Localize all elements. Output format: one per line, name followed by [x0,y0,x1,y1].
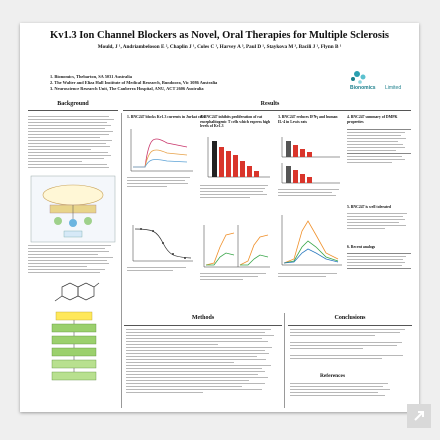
mechanism-diagram [30,175,116,243]
affiliation-3: 3. Neuroscience Research Unit, The Canberra Hospital, ANU, ACT 2606 Australia [50,86,204,91]
conclusions-text [290,329,412,369]
panel-2-clinical-scores [200,223,274,271]
panel-3-bar-chart [278,135,342,187]
panel-4-table [347,129,411,199]
panel-5-text [347,213,411,239]
panel-3-caption-2 [278,273,342,281]
chemical-structure [50,279,100,309]
poster [20,23,419,412]
panel-1-caption-2 [127,267,193,273]
logo-suffix: Limited [385,85,402,91]
panel-2-caption [200,185,272,205]
column-divider [121,113,122,408]
references-header: References [320,373,346,379]
methods-rule [124,325,282,326]
conclusions-header: Conclusions [334,315,366,321]
results-rule [123,110,411,111]
results-header: Results [260,101,280,107]
panel-1-title: 1. BNC247 blocks Kv1.3 currents in Jurkat cells [127,115,205,119]
methods-text [126,329,280,405]
background-rule [28,110,118,111]
panel-4-title: 4. BNC247 summary of DMPK properties [347,115,398,124]
panel-2-caption-2 [200,273,272,281]
panel-3-title: 3. BNC247 reduces IFNγ and human IL-4 in Lewis rats [278,115,338,124]
panel-2-bar-chart [202,135,272,181]
conclusions-divider [284,313,285,408]
panel-2-title: 2. BNC247 inhibits proliferation of rat encephalitogenic T cells which express high levels of Kv1.3 [200,115,270,129]
methods-header: Methods [191,315,215,321]
background-text [28,116,118,174]
poster-title: Kv1.3 Ion Channel Blockers as Novel, Oral Therapies for Multiple Sclerosis [50,30,389,41]
workflow-flowchart [34,311,114,381]
panel-3-caption [278,189,342,203]
background-header: Background [57,101,89,107]
background-text-2 [28,245,118,279]
panel-5-title: 5. BNC247 is well tolerated [347,205,391,209]
panel-1-current-trace [127,127,195,175]
panel-1-dose-response [129,223,195,265]
affiliation-2: 2. The Walter and Eliza Hall Institute of Medical Research, Bundoora, Vic 3086 Australia [50,80,218,85]
poster-authors: Mould, J ¹, Andriambeloson E ², Chaplin J ¹, Coles C ¹, Harvey A ³, Paul D ¹, Staykova M ³, Bacili J ¹, Flynn B ¹ [97,44,342,50]
conclusions-rule [288,325,412,326]
references-list [290,383,412,405]
logo-name: Bionomics [350,85,376,91]
panel-3-line-chart [278,213,344,269]
panel-1-caption [127,177,193,191]
panel-6-title: 6. Recent analogs [347,245,376,249]
panel-6-table [347,253,411,283]
affiliation-1: 1. Bionomics, Thebarton, SA 5031 Australia [50,74,132,79]
expand-icon[interactable] [407,404,431,428]
